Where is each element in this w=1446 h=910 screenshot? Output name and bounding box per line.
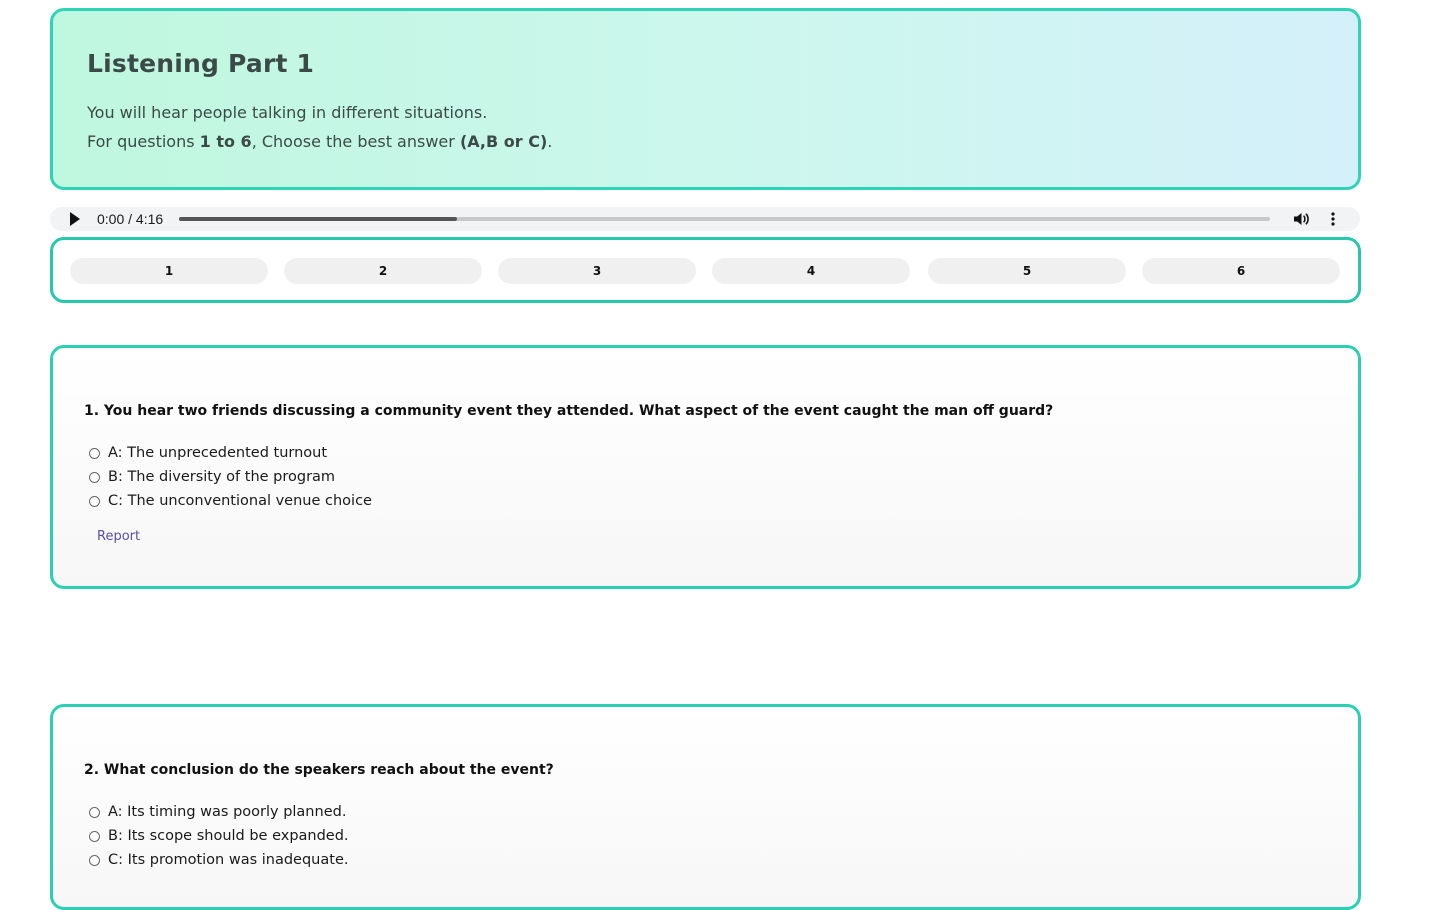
radio-button[interactable] [89, 496, 100, 507]
radio-button[interactable] [89, 855, 100, 866]
option-label: B: Its scope should be expanded. [108, 828, 349, 844]
question-nav-button-6[interactable]: 6 [1142, 258, 1340, 284]
audio-seek-bar[interactable] [179, 217, 1270, 221]
question-nav-button-1[interactable]: 1 [70, 258, 268, 284]
question-nav-button-4[interactable]: 4 [712, 258, 910, 284]
radio-button[interactable] [89, 831, 100, 842]
instructions-line-2 [87, 132, 552, 151]
radio-button[interactable] [89, 472, 100, 483]
instructions-card [50, 8, 1361, 190]
question-card-2 [50, 704, 1361, 910]
question-nav-button-3[interactable]: 3 [498, 258, 696, 284]
page-title: Listening Part 1 [87, 49, 315, 78]
radio-button[interactable] [89, 807, 100, 818]
instructions-line-1: You will hear people talking in different situations. [87, 103, 488, 122]
question-nav-button-5[interactable]: 5 [928, 258, 1126, 284]
answer-option-c[interactable] [89, 850, 348, 870]
question-card-1 [50, 345, 1361, 589]
question-nav-button-2[interactable]: 2 [284, 258, 482, 284]
instructions-middle: , Choose the best answer [251, 132, 460, 151]
answer-option-a[interactable] [89, 443, 327, 463]
volume-icon[interactable] [1293, 211, 1311, 227]
audio-time: 0:00 / 4:16 [97, 211, 164, 227]
play-icon[interactable] [70, 212, 80, 226]
option-label: C: Its promotion was inadequate. [108, 852, 349, 868]
question-range: 1 to 6 [199, 132, 252, 151]
more-vertical-icon[interactable] [1328, 211, 1338, 227]
answer-option-b[interactable] [89, 467, 335, 487]
question-text: 1. You hear two friends discussing a community event they attended. What aspect of the event caught the man off guard? [84, 403, 1054, 419]
answer-option-a[interactable] [89, 802, 346, 822]
answer-option-c[interactable] [89, 491, 372, 511]
audio-progress-fill [179, 217, 457, 221]
answer-option-b[interactable] [89, 826, 349, 846]
instructions-suffix: . [547, 132, 553, 151]
instructions-prefix: For questions [87, 132, 200, 151]
question-nav [50, 237, 1361, 303]
option-label: A: Its timing was poorly planned. [108, 804, 347, 820]
report-link[interactable]: Report [97, 529, 141, 544]
option-label: A: The unprecedented turnout [108, 445, 328, 461]
answer-choices: (A,B or C) [459, 132, 548, 151]
question-text: 2. What conclusion do the speakers reach about the event? [84, 762, 554, 778]
option-label: B: The diversity of the program [108, 469, 336, 485]
option-label: C: The unconventional venue choice [108, 493, 372, 509]
audio-player [50, 207, 1360, 231]
radio-button[interactable] [89, 448, 100, 459]
